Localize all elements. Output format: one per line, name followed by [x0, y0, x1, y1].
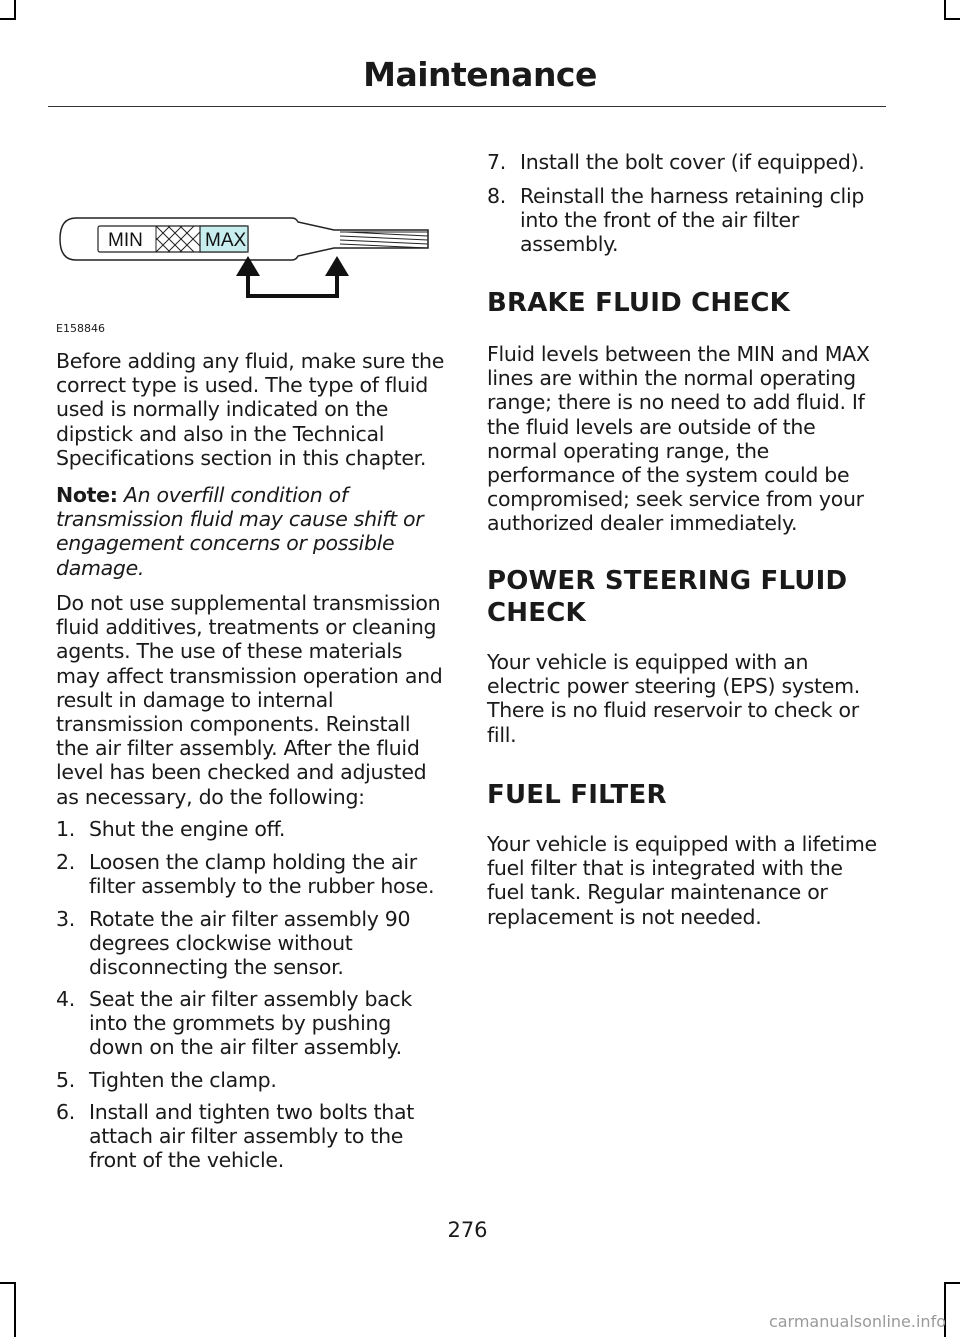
note-text: An overfill condition of transmission fluid may cause shift or engagement concerns or possible damage.	[56, 483, 424, 580]
list-text: Rotate the air filter assembly 90 degrees clockwise without disconnecting the sensor.	[89, 907, 411, 980]
min-label: MIN	[108, 230, 143, 251]
dipstick-illustration	[56, 190, 448, 340]
list-text: Install and tighten two bolts that attach air filter assembly to the front of the vehicle.	[89, 1100, 414, 1173]
crop-mark	[944, 0, 946, 20]
crop-mark	[0, 18, 16, 20]
range-arrows	[236, 256, 349, 298]
watermark: carmanualsonline.info	[768, 1312, 946, 1331]
list-text: Tighten the clamp.	[89, 1068, 277, 1092]
list-text: Reinstall the harness retaining clip into the front of the air filter assembly.	[520, 184, 865, 257]
intro-paragraph: Before adding any fluid, make sure the correct type is used. The type of fluid used is normally indicated on the dipstick and also in the Technical Specifications section in this chapter.	[56, 349, 445, 470]
page-title: Maintenance	[363, 55, 597, 94]
brake-paragraph: Fluid levels between the MIN and MAX lines are within the normal operating range; there is no need to add fluid. If the fluid levels are outside of the normal operating range, the performance of the system could be compromised; seek service from your authorized dealer immediately.	[487, 342, 870, 536]
page-number: 276	[447, 1218, 488, 1242]
crop-mark	[0, 1282, 16, 1284]
warning-paragraph: Do not use supplemental transmission fluid additives, treatments or cleaning agents. The use of these materials may affect transmission operation and result in damage to internal transmission components. Reinstall the air filter assembly. After the fluid level has been checked and adjusted as necessary, do the following:	[56, 591, 443, 809]
section-heading-steering-cont: CHECK	[487, 598, 586, 628]
max-label: MAX	[205, 230, 247, 251]
title-divider	[48, 106, 886, 107]
steering-paragraph: Your vehicle is equipped with an electric power steering (EPS) system. There is no fluid reservoir to check or fill.	[487, 650, 860, 747]
section-heading-fuel: FUEL FILTER	[487, 780, 667, 810]
list-text: Seat the air filter assembly back into the grommets by pushing down on the air filter assembly.	[89, 987, 412, 1060]
note-paragraph	[56, 483, 448, 580]
crop-mark	[14, 0, 16, 20]
crop-mark	[14, 1282, 16, 1337]
list-number: 7.	[487, 150, 506, 174]
list-text: Loosen the clamp holding the air filter assembly to the rubber hose.	[89, 850, 435, 899]
section-heading-brake: BRAKE FLUID CHECK	[487, 288, 790, 318]
crop-mark	[944, 18, 960, 20]
list-number: 6.	[56, 1100, 75, 1124]
list-number: 1.	[56, 817, 75, 841]
list-text: Install the bolt cover (if equipped).	[520, 150, 865, 174]
list-number: 2.	[56, 850, 75, 874]
list-number: 5.	[56, 1068, 75, 1092]
list-number: 4.	[56, 987, 75, 1011]
fuel-paragraph: Your vehicle is equipped with a lifetime fuel filter that is integrated with the fuel tank. Regular maintenance or replacement is not needed.	[487, 832, 877, 929]
note-label: Note:	[56, 483, 118, 507]
list-number: 8.	[487, 184, 506, 208]
crop-mark	[944, 1282, 960, 1284]
list-number: 3.	[56, 907, 75, 931]
section-heading-steering: POWER STEERING FLUID	[487, 566, 848, 596]
list-text: Shut the engine off.	[89, 817, 286, 841]
figure-code: E158846	[56, 322, 105, 335]
